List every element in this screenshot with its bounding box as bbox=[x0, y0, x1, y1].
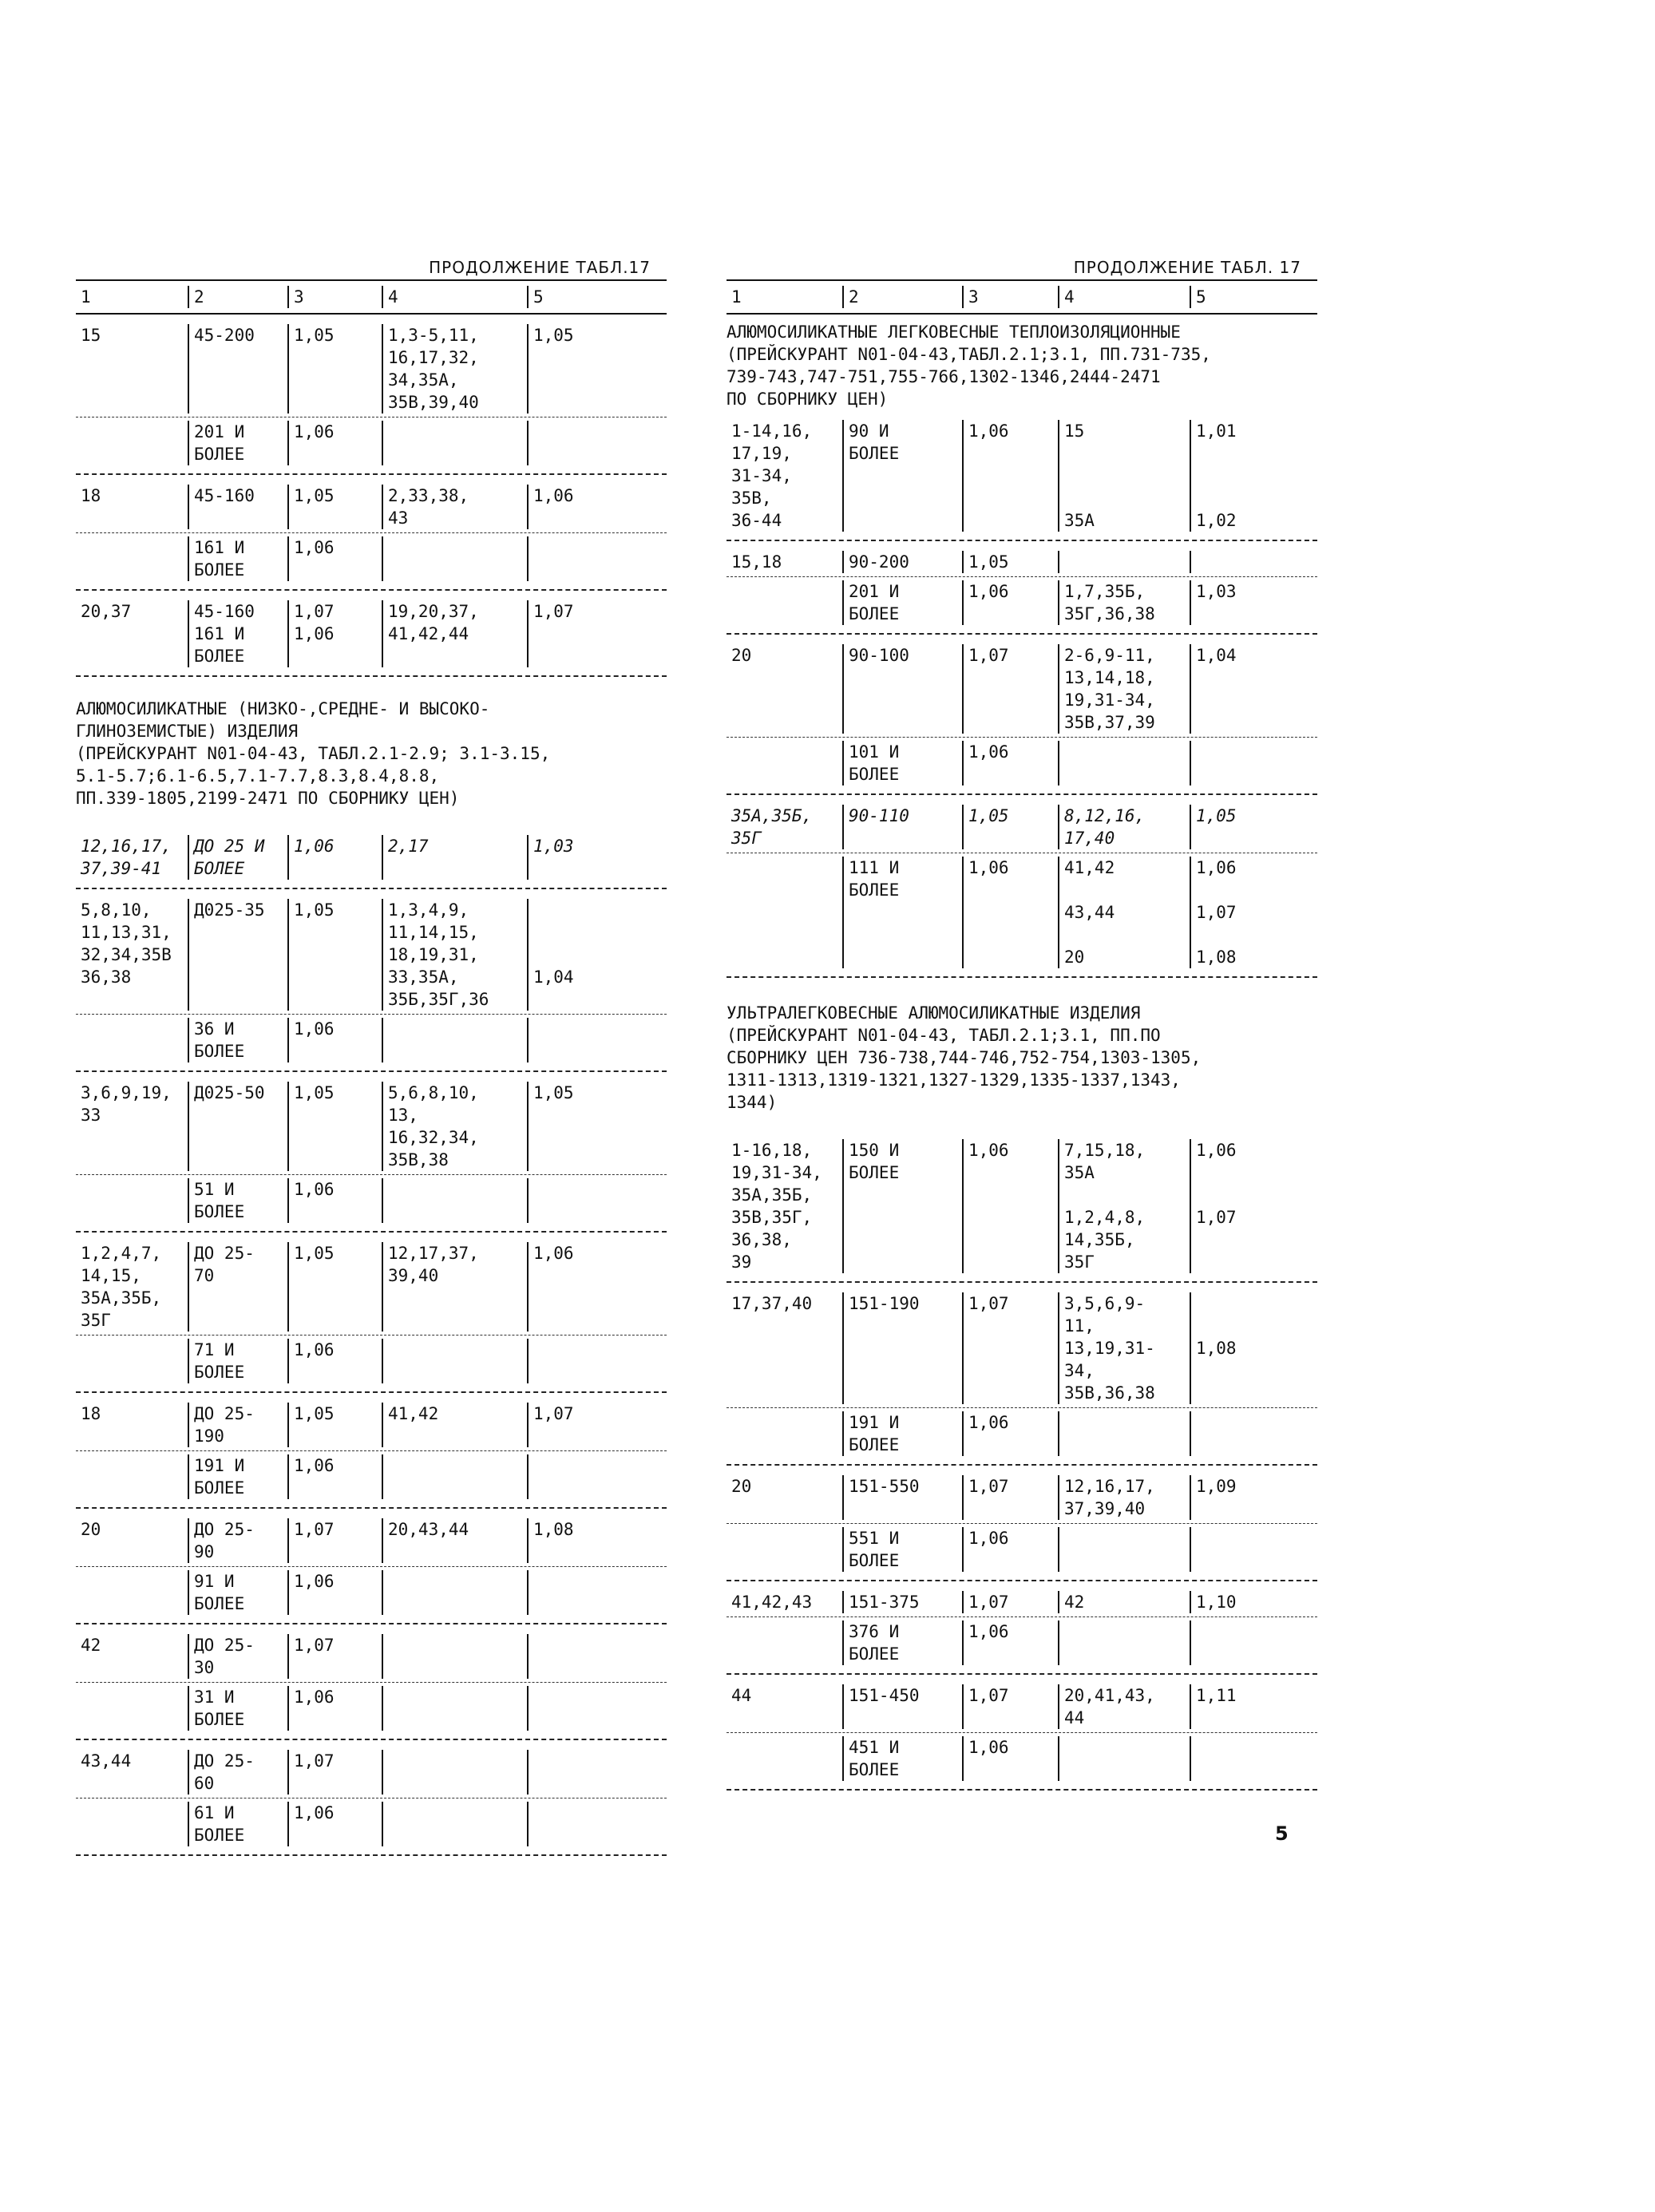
table-cell-5 bbox=[1190, 1527, 1317, 1572]
table-cell-1 bbox=[76, 1178, 188, 1223]
table-cell-5 bbox=[527, 1339, 667, 1383]
table-cell-3: 1,06 bbox=[962, 580, 1058, 625]
table-cell-5: 1,11 bbox=[1190, 1684, 1317, 1729]
table-row bbox=[727, 417, 1317, 535]
table-cell-5: 1,06 bbox=[527, 1242, 667, 1332]
table-cell-3: 1,07 bbox=[962, 1292, 1058, 1404]
table-row bbox=[76, 896, 667, 1014]
table-body-2 bbox=[727, 1130, 1317, 1791]
table-cell-3: 1,05 bbox=[287, 1242, 382, 1332]
table-cell-1 bbox=[727, 1620, 842, 1665]
table-cell-1: 18 bbox=[81, 1404, 101, 1423]
table-row bbox=[76, 832, 667, 883]
table-cell-5: 1,04 bbox=[527, 899, 667, 1011]
table-cell-3: 1,07 bbox=[962, 1684, 1058, 1729]
table-cell-2: 151-450 bbox=[842, 1684, 962, 1729]
table-cell-4: 8,12,16, 17,40 bbox=[1058, 805, 1190, 849]
table-row bbox=[727, 1588, 1317, 1616]
table-cell-2: 45-160 161 И БОЛЕЕ bbox=[188, 600, 287, 667]
left-column bbox=[76, 255, 667, 1856]
table-group bbox=[76, 1393, 667, 1509]
table-group bbox=[727, 541, 1317, 635]
table-cell-3: 1,07 bbox=[962, 1591, 1058, 1613]
table-cell-1 bbox=[76, 536, 188, 581]
table-cell-1: 20,37 bbox=[81, 602, 132, 621]
table-group bbox=[727, 1283, 1317, 1466]
table-cell-4: 41,42 43,44 20 bbox=[1058, 857, 1190, 968]
section-heading: АЛЮМОСИЛИКАТНЫЕ (НИЗКО-,СРЕДНЕ- И ВЫСОКО- ГЛИНОЗЕМИСТЫЕ) ИЗДЕЛИЯ (ПРЕЙСКУРАНТ N01-04-43, ТАБЛ.2.1-2.9; 3.1-3.15, 5.1-5.7;6.1-6.5,7.1-7.7,8.3,8.4,8.8, ПП.339-1805,2199-2471 ПО СБОРНИКУ ЦЕН) bbox=[76, 699, 551, 808]
table-cell-3: 1,06 bbox=[287, 1454, 382, 1499]
table-row bbox=[727, 576, 1317, 628]
table-body-bottom bbox=[76, 825, 667, 1856]
table-cell-3: 1,06 bbox=[962, 857, 1058, 968]
table-cell-5: 1,01 1,02 bbox=[1190, 420, 1317, 532]
table-row bbox=[727, 1616, 1317, 1668]
table-cell-4: 7,15,18, 35А 1,2,4,8, 14,35Б, 35Г bbox=[1058, 1139, 1190, 1273]
table-group bbox=[76, 1072, 667, 1233]
table-group bbox=[76, 1624, 667, 1740]
table-group bbox=[727, 1466, 1317, 1581]
table-group bbox=[727, 1581, 1317, 1675]
table-row bbox=[727, 737, 1317, 789]
table-cell-5 bbox=[527, 1570, 667, 1615]
table-cell-2: 90-100 bbox=[842, 644, 962, 734]
table-row bbox=[76, 1682, 667, 1734]
table-cell-4: 2,17 bbox=[382, 835, 527, 880]
table-cell-3: 1,06 bbox=[962, 1139, 1058, 1273]
table-cell-2: 151-550 bbox=[842, 1475, 962, 1520]
table-cell-2: Д025-35 bbox=[188, 899, 287, 1011]
table-header bbox=[76, 279, 667, 315]
table-cell-4 bbox=[382, 421, 527, 465]
table-group bbox=[76, 315, 667, 475]
table-cell-3: 1,06 bbox=[962, 1527, 1058, 1572]
table-cell-1: 18 bbox=[81, 486, 101, 505]
table-cell-3: 1,06 bbox=[962, 741, 1058, 785]
table-cell-5: 1,04 bbox=[1190, 644, 1317, 734]
table-cell-4 bbox=[382, 1686, 527, 1731]
table-body-top bbox=[76, 315, 667, 677]
col-header: 1 bbox=[731, 287, 742, 307]
table-cell-4 bbox=[382, 536, 527, 581]
table-cell-5 bbox=[527, 1802, 667, 1846]
table-cell-1: 15 bbox=[81, 326, 101, 345]
table-cell-1 bbox=[76, 1454, 188, 1499]
table-row bbox=[727, 1681, 1317, 1732]
table-row bbox=[76, 1747, 667, 1798]
table-cell-3: 1,06 bbox=[287, 1686, 382, 1731]
table-cell-5 bbox=[527, 1750, 667, 1795]
table-row bbox=[76, 1078, 667, 1174]
table-cell-2: 90-200 bbox=[842, 551, 962, 573]
table-cell-4 bbox=[382, 1570, 527, 1615]
table-cell-3: 1,06 bbox=[287, 536, 382, 581]
table-cell-2: ДО 25- 30 bbox=[188, 1634, 287, 1679]
table-cell-4 bbox=[1058, 741, 1190, 785]
table-cell-4: 2-6,9-11, 13,14,18, 19,31-34, 35В,37,39 bbox=[1058, 644, 1190, 734]
table-cell-1: 1-14,16, 17,19, 31-34, 35В, 36-44 bbox=[731, 421, 813, 530]
table-group bbox=[727, 635, 1317, 795]
table-cell-5: 1,08 bbox=[1190, 1292, 1317, 1404]
table-cell-2: 451 И БОЛЕЕ bbox=[842, 1736, 962, 1781]
table-row bbox=[727, 1472, 1317, 1523]
col-header: 2 bbox=[188, 286, 287, 308]
table-cell-4: 19,20,37, 41,42,44 bbox=[382, 600, 527, 667]
table-cell-2: 151-375 bbox=[842, 1591, 962, 1613]
table-row bbox=[727, 1407, 1317, 1459]
table-cell-2: 101 И БОЛЕЕ bbox=[842, 741, 962, 785]
table-cell-1 bbox=[727, 1736, 842, 1781]
table-cell-1: 35А,35Б, 35Г bbox=[731, 806, 813, 848]
table-cell-1: 3,6,9,19, 33 bbox=[81, 1083, 172, 1125]
continuation-label: ПРОДОЛЖЕНИЕ ТАБЛ.17 bbox=[429, 258, 651, 277]
table-group bbox=[76, 475, 667, 591]
table-cell-4 bbox=[1058, 1620, 1190, 1665]
col-header: 4 bbox=[382, 286, 527, 308]
table-group bbox=[727, 1675, 1317, 1791]
table-cell-1: 20 bbox=[81, 1520, 101, 1539]
table-cell-2: 31 И БОЛЕЕ bbox=[188, 1686, 287, 1731]
table-cell-2: 90-110 bbox=[842, 805, 962, 849]
table-header bbox=[727, 279, 1317, 315]
table-row bbox=[727, 1732, 1317, 1784]
table-cell-4: 1,3-5,11, 16,17,32, 34,35А, 35В,39,40 bbox=[382, 324, 527, 414]
table-row bbox=[76, 1335, 667, 1387]
table-cell-2: 111 И БОЛЕЕ bbox=[842, 857, 962, 968]
table-cell-4: 42 bbox=[1058, 1591, 1190, 1613]
table-cell-4 bbox=[382, 1339, 527, 1383]
table-cell-5 bbox=[527, 1018, 667, 1062]
table-cell-3: 1,06 bbox=[962, 1736, 1058, 1781]
table-cell-4 bbox=[382, 1634, 527, 1679]
col-header: 2 bbox=[842, 286, 962, 308]
table-cell-1 bbox=[727, 857, 842, 968]
table-cell-5: 1,07 bbox=[527, 1403, 667, 1447]
table-row bbox=[76, 1798, 667, 1850]
table-cell-4 bbox=[382, 1454, 527, 1499]
table-cell-5: 1,09 bbox=[1190, 1475, 1317, 1520]
table-cell-3: 1,06 bbox=[962, 1411, 1058, 1456]
table-cell-5: 1,10 bbox=[1190, 1591, 1317, 1613]
table-cell-4 bbox=[382, 1018, 527, 1062]
table-row bbox=[727, 853, 1317, 971]
table-cell-2: 201 И БОЛЕЕ bbox=[188, 421, 287, 465]
table-cell-3: 1,06 bbox=[287, 421, 382, 465]
table-row bbox=[76, 1174, 667, 1226]
table-row bbox=[76, 1631, 667, 1682]
table-cell-5 bbox=[1190, 551, 1317, 573]
table-cell-5 bbox=[1190, 741, 1317, 785]
table-cell-5 bbox=[527, 1454, 667, 1499]
table-cell-2: Д025-50 bbox=[188, 1082, 287, 1171]
table-cell-1: 12,16,17, 37,39-41 bbox=[81, 837, 172, 878]
table-cell-1 bbox=[76, 1339, 188, 1383]
table-group bbox=[76, 889, 667, 1072]
table-cell-2: 45-160 bbox=[188, 485, 287, 529]
table-cell-4: 15 35А bbox=[1058, 420, 1190, 532]
table-cell-4 bbox=[382, 1802, 527, 1846]
table-cell-3: 1,06 bbox=[287, 1018, 382, 1062]
table-cell-3: 1,07 bbox=[287, 1750, 382, 1795]
table-cell-5: 1,07 bbox=[527, 600, 667, 667]
col-header: 3 bbox=[962, 286, 1058, 308]
table-cell-3: 1,05 bbox=[287, 485, 382, 529]
table-cell-4: 41,42 bbox=[382, 1403, 527, 1447]
table-row bbox=[76, 481, 667, 532]
table-cell-2: 51 И БОЛЕЕ bbox=[188, 1178, 287, 1223]
table-cell-1 bbox=[727, 1411, 842, 1456]
table-cell-2: 191 И БОЛЕЕ bbox=[842, 1411, 962, 1456]
table-cell-5 bbox=[527, 1634, 667, 1679]
table-cell-3: 1,06 bbox=[287, 1178, 382, 1223]
table-group bbox=[727, 1130, 1317, 1283]
table-cell-5: 1,06 bbox=[527, 485, 667, 529]
table-cell-5 bbox=[527, 536, 667, 581]
table-cell-3: 1,07 bbox=[287, 1634, 382, 1679]
table-cell-3: 1,06 bbox=[287, 1802, 382, 1846]
table-cell-2: 36 И БОЛЕЕ bbox=[188, 1018, 287, 1062]
table-cell-3: 1,06 bbox=[287, 835, 382, 880]
table-cell-4 bbox=[1058, 1411, 1190, 1456]
table-cell-5 bbox=[1190, 1620, 1317, 1665]
table-cell-2: 551 И БОЛЕЕ bbox=[842, 1527, 962, 1572]
table-cell-3: 1,07 bbox=[962, 644, 1058, 734]
table-cell-2: ДО 25- 90 bbox=[188, 1518, 287, 1563]
table-cell-5 bbox=[527, 1686, 667, 1731]
table-cell-5 bbox=[527, 1178, 667, 1223]
table-cell-2: 61 И БОЛЕЕ bbox=[188, 1802, 287, 1846]
table-row bbox=[76, 1239, 667, 1335]
table-cell-4 bbox=[1058, 1527, 1190, 1572]
table-cell-2: ДО 25 И БОЛЕЕ bbox=[188, 835, 287, 880]
table-cell-3: 1,07 1,06 bbox=[287, 600, 382, 667]
table-cell-2: 161 И БОЛЕЕ bbox=[188, 536, 287, 581]
table-row bbox=[76, 321, 667, 417]
table-cell-3: 1,05 bbox=[287, 324, 382, 414]
table-cell-3: 1,05 bbox=[287, 1082, 382, 1171]
table-cell-3: 1,05 bbox=[962, 805, 1058, 849]
right-column bbox=[727, 255, 1317, 1791]
table-cell-3: 1,07 bbox=[962, 1475, 1058, 1520]
table-cell-2: ДО 25- 190 bbox=[188, 1403, 287, 1447]
table-cell-1: 15,18 bbox=[731, 552, 782, 572]
table-cell-3: 1,05 bbox=[287, 1403, 382, 1447]
table-row bbox=[76, 597, 667, 671]
col-header: 1 bbox=[81, 287, 91, 307]
table-cell-2: 201 И БОЛЕЕ bbox=[842, 580, 962, 625]
col-header: 3 bbox=[287, 286, 382, 308]
table-cell-2: 376 И БОЛЕЕ bbox=[842, 1620, 962, 1665]
table-cell-1 bbox=[727, 580, 842, 625]
table-cell-5: 1,05 bbox=[1190, 805, 1317, 849]
table-cell-5: 1,06 1,07 bbox=[1190, 1139, 1317, 1273]
table-cell-1: 20 bbox=[731, 646, 752, 665]
continuation-label: ПРОДОЛЖЕНИЕ ТАБЛ. 17 bbox=[1073, 258, 1301, 277]
table-cell-1: 17,37,40 bbox=[731, 1294, 813, 1313]
table-cell-5: 1,08 bbox=[527, 1518, 667, 1563]
section-heading: АЛЮМОСИЛИКАТНЫЕ ЛЕГКОВЕСНЫЕ ТЕПЛОИЗОЛЯЦИОННЫЕ (ПРЕЙСКУРАНТ N01-04-43,ТАБЛ.2.1;3.1, ПП.731-735, 739-743,747-751,755-766,1302-1346,2444-2471 ПО СБОРНИКУ ЦЕН) bbox=[727, 323, 1211, 409]
col-header: 4 bbox=[1058, 286, 1190, 308]
table-row bbox=[727, 1289, 1317, 1407]
table-body-1 bbox=[727, 410, 1317, 978]
table-cell-3: 1,06 bbox=[287, 1570, 382, 1615]
table-group bbox=[76, 825, 667, 889]
table-cell-4: 3,5,6,9- 11, 13,19,31- 34, 35В,36,38 bbox=[1058, 1292, 1190, 1404]
table-cell-4 bbox=[382, 1750, 527, 1795]
table-cell-5 bbox=[1190, 1736, 1317, 1781]
section-heading: УЛЬТРАЛЕГКОВЕСНЫЕ АЛЮМОСИЛИКАТНЫЕ ИЗДЕЛИЯ (ПРЕЙСКУРАНТ N01-04-43, ТАБЛ.2.1;3.1, ПП.ПО СБОРНИКУ ЦЕН 736-738,744-746,752-754,1303-1305, 1311-1313,1319-1321,1327-1329,1335-1337,1343, 1344) bbox=[727, 1003, 1202, 1112]
table-cell-3: 1,06 bbox=[962, 1620, 1058, 1665]
table-cell-4 bbox=[1058, 1736, 1190, 1781]
table-cell-1 bbox=[76, 1686, 188, 1731]
table-cell-5: 1,03 bbox=[1190, 580, 1317, 625]
table-cell-3: 1,05 bbox=[287, 899, 382, 1011]
table-cell-4: 1,3,4,9, 11,14,15, 18,19,31, 33,35А, 35Б,35Г,36 bbox=[382, 899, 527, 1011]
table-cell-5 bbox=[1190, 1411, 1317, 1456]
table-row bbox=[727, 1523, 1317, 1575]
table-cell-5: 1,06 1,07 1,08 bbox=[1190, 857, 1317, 968]
table-cell-5: 1,03 bbox=[527, 835, 667, 880]
table-cell-1: 41,42,43 bbox=[731, 1593, 813, 1612]
table-cell-1 bbox=[727, 1527, 842, 1572]
table-cell-4: 1,7,35Б, 35Г,36,38 bbox=[1058, 580, 1190, 625]
table-cell-3: 1,05 bbox=[962, 551, 1058, 573]
table-row bbox=[727, 641, 1317, 737]
table-cell-2: 91 И БОЛЕЕ bbox=[188, 1570, 287, 1615]
table-cell-1: 42 bbox=[81, 1636, 101, 1655]
table-group bbox=[727, 410, 1317, 541]
table-cell-4: 12,17,37, 39,40 bbox=[382, 1242, 527, 1332]
table-cell-1 bbox=[76, 1570, 188, 1615]
table-cell-4: 5,6,8,10, 13, 16,32,34, 35В,38 bbox=[382, 1082, 527, 1171]
table-cell-5 bbox=[527, 421, 667, 465]
table-group bbox=[76, 591, 667, 677]
table-cell-3: 1,06 bbox=[962, 420, 1058, 532]
table-group bbox=[76, 1509, 667, 1624]
table-cell-4: 2,33,38, 43 bbox=[382, 485, 527, 529]
col-header: 5 bbox=[1190, 286, 1317, 308]
table-cell-1 bbox=[727, 741, 842, 785]
table-cell-5: 1,05 bbox=[527, 1082, 667, 1171]
table-row bbox=[76, 1014, 667, 1066]
table-cell-4: 12,16,17, 37,39,40 bbox=[1058, 1475, 1190, 1520]
table-row bbox=[76, 1515, 667, 1566]
table-cell-1: 1,2,4,7, 14,15, 35А,35Б, 35Г bbox=[81, 1244, 162, 1330]
table-cell-1: 20 bbox=[731, 1477, 752, 1496]
table-cell-5: 1,05 bbox=[527, 324, 667, 414]
table-row bbox=[76, 1399, 667, 1450]
table-cell-4 bbox=[382, 1178, 527, 1223]
table-group bbox=[727, 795, 1317, 978]
page-number: 5 bbox=[1275, 1822, 1289, 1845]
table-row bbox=[76, 1450, 667, 1502]
table-row bbox=[76, 417, 667, 469]
table-cell-1: 5,8,10, 11,13,31, 32,34,35В 36,38 bbox=[81, 900, 172, 987]
table-cell-1 bbox=[76, 1802, 188, 1846]
table-cell-2: ДО 25- 60 bbox=[188, 1750, 287, 1795]
table-cell-1 bbox=[76, 1018, 188, 1062]
table-cell-2: 45-200 bbox=[188, 324, 287, 414]
table-group bbox=[76, 1740, 667, 1856]
table-row bbox=[727, 801, 1317, 853]
table-row bbox=[76, 1566, 667, 1618]
col-header: 5 bbox=[527, 286, 667, 308]
table-cell-2: 71 И БОЛЕЕ bbox=[188, 1339, 287, 1383]
table-row bbox=[76, 532, 667, 584]
table-cell-2: ДО 25- 70 bbox=[188, 1242, 287, 1332]
table-cell-1: 43,44 bbox=[81, 1751, 132, 1771]
table-cell-3: 1,07 bbox=[287, 1518, 382, 1563]
table-row bbox=[727, 1136, 1317, 1276]
table-cell-4: 20,41,43, 44 bbox=[1058, 1684, 1190, 1729]
table-cell-2: 150 И БОЛЕЕ bbox=[842, 1139, 962, 1273]
table-cell-4: 20,43,44 bbox=[382, 1518, 527, 1563]
table-row bbox=[727, 548, 1317, 576]
table-group bbox=[76, 1233, 667, 1393]
table-cell-2: 191 И БОЛЕЕ bbox=[188, 1454, 287, 1499]
table-cell-1: 44 bbox=[731, 1686, 752, 1705]
table-cell-1: 1-16,18, 19,31-34, 35А,35Б, 35В,35Г, 36,38, 39 bbox=[731, 1141, 822, 1272]
table-cell-1 bbox=[76, 421, 188, 465]
table-cell-3: 1,06 bbox=[287, 1339, 382, 1383]
table-cell-2: 90 И БОЛЕЕ bbox=[842, 420, 962, 532]
table-cell-4 bbox=[1058, 551, 1190, 573]
table-cell-2: 151-190 bbox=[842, 1292, 962, 1404]
